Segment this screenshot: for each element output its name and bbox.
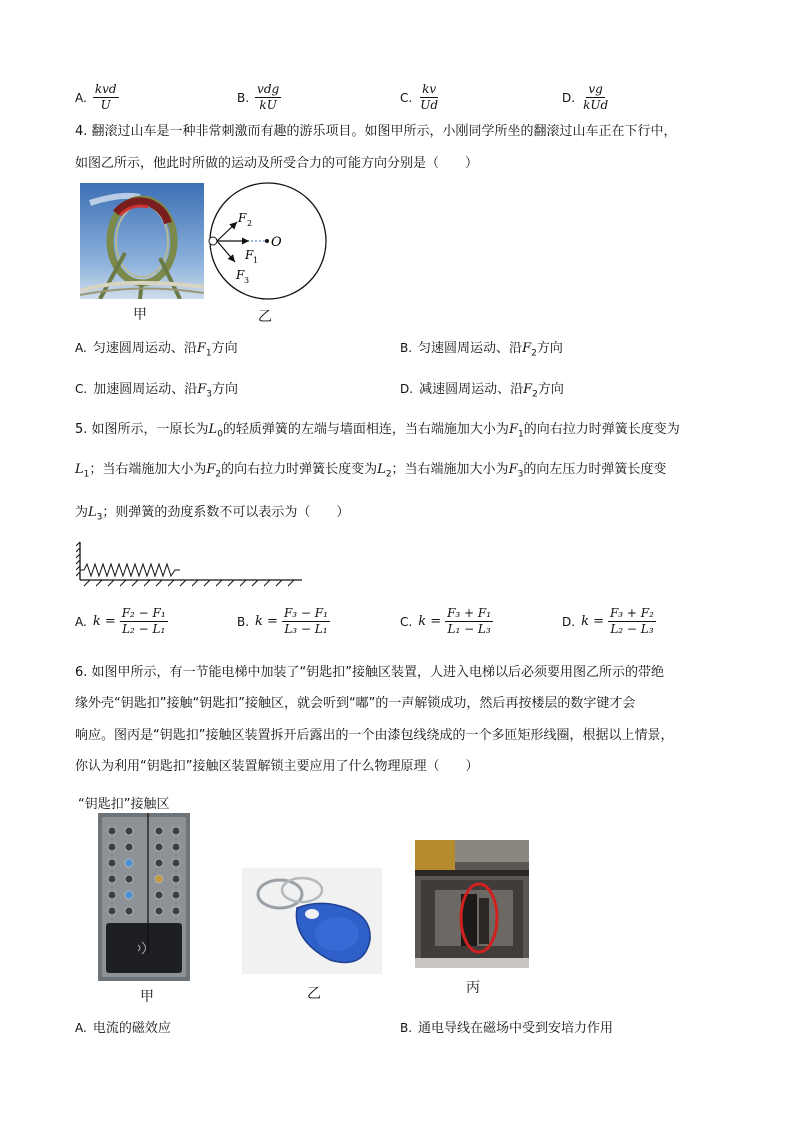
f3-label: F [236,268,245,282]
spring-diagram [76,540,306,588]
force-diagram [205,180,329,302]
q6-option-a: A. 电流的磁效应 [75,1021,171,1036]
fraction: $\frac{\text{F₃ − F₁}}{\text{L₃ − L₁}}$ [283,606,328,636]
q5-option-d: D. k = $\frac{\text{F₃ + F₂}}{\text{L₂ − L₃}}$ [562,606,654,636]
q4-option-a: A. 匀速圆周运动、沿$F_1$方向 [75,341,238,359]
f2-arrow [217,222,237,241]
q6-stem-line3: 响应。图丙是“钥匙扣”接触区装置拆开后露出的一个由漆包线绕成的一个多匝矩形线圈，根据以上情景， [75,728,674,743]
q3-option-b [237,82,281,113]
q5-stem-line2: $L_1$；当右端施加大小为$F_2$的向右拉力时弹簧长度变为$L_2$；当右端施加大小为$F_3$的向左压力时弹簧长度变 [75,462,667,480]
q6-annotation: “钥匙扣”接触区 [78,797,170,812]
option-label: A. [75,90,87,105]
svg-text:3: 3 [244,276,250,285]
coil-device-photo [415,840,529,968]
q5-stem-line3: 为$L_3$；则弹簧的劲度系数不可以表示为（ ） [75,505,350,523]
center-point [265,239,269,243]
elevator-panel-photo [98,813,190,981]
option-label: B. [237,90,250,105]
q6-caption-bing: 丙 [466,980,480,996]
fraction: $\frac{kv}{Ud}$ [420,82,438,112]
q3-option-a [75,82,119,113]
key-fob-reader [106,923,182,973]
q3-option-c [400,82,440,113]
q6-stem-line2: 缘外壳“钥匙扣”接触“钥匙扣”接触区，就会听到“嘟”的一声解锁成功，然后再按楼层的数字键才会 [75,696,636,711]
q5-option-b: B. k = $\frac{\text{F₃ − F₁}}{\text{L₃ − L₁}}$ [237,606,328,636]
q6-caption-yi: 乙 [307,986,321,1002]
q4-option-d: D. 减速圆周运动、沿$F_2$方向 [400,382,564,400]
q4-option-b: B. 匀速圆周运动、沿$F_2$方向 [400,341,563,359]
svg-text:2: 2 [247,219,253,228]
f3-arrow [217,241,235,262]
svg-text:1: 1 [253,256,259,265]
q5-stem-line1: 5. 如图所示，一原长为$L_0$的轻质弹簧的左端与墙面相连，当右端施加大小为$F_1$的向右拉力时弹簧长度变为 [75,422,680,440]
center-label: O [271,235,282,250]
roller-coaster-photo [80,183,204,299]
q6-caption-jia: 甲 [140,989,154,1005]
q4-stem-line1: 4. 翻滚过山车是一种非常刺激而有趣的游乐项目。如图甲所示，小刚同学所坐的翻滚过山车正在下行中， [75,124,677,139]
fraction: $\frac{\text{F₂ − F₁}}{\text{L₂ − L₁}}$ [121,606,166,636]
fraction: $\frac{vg}{\text{kUd}}$ [583,82,609,112]
q4-caption-jia: 甲 [133,307,147,323]
fraction: $\frac{\text{F₃ + F₁}}{\text{L₁ − L₃}}$ [447,606,492,636]
f1-label: F [245,248,254,262]
q5-option-a: A. k = $\frac{\text{F₂ − F₁}}{\text{L₂ − L₁}}$ [75,606,166,636]
fraction: $\frac{\text{F₃ + F₂}}{\text{L₂ − L₃}}$ [609,606,654,636]
q3-option-d [562,82,610,113]
q6-stem-line4: 你认为利用“钥匙扣”接触区装置解锁主要应用了什么物理原理（ ） [75,759,479,774]
q4-caption-yi: 乙 [258,309,272,325]
option-label: C. [400,90,413,105]
q4-stem-line2: 如图乙所示，他此时所做的运动及所受合力的可能方向分别是（ ） [75,156,479,171]
q4-option-c: C. 加速圆周运动、沿$F_3$方向 [75,382,238,400]
option-label: D. [562,90,576,105]
floor-hatch [84,580,294,586]
fraction: $\frac{\text{vdg}}{kU}$ [257,82,280,112]
key-fob-photo [242,868,382,974]
q6-stem-line1: 6. 如图甲所示，有一节能电梯中加装了“钥匙扣”接触区装置，人进入电梯以后必须要用图乙所示的带绝 [75,665,665,680]
fraction: $\frac{\text{kvd}}{U}$ [94,82,117,112]
q5-option-c: C. k = $\frac{\text{F₃ + F₁}}{\text{L₁ − L₃}}$ [400,606,492,636]
f2-label: F [238,211,247,225]
spring [80,564,180,576]
car-point [209,237,217,245]
q6-option-b: B. 通电导线在磁场中受到安培力作用 [400,1021,614,1036]
